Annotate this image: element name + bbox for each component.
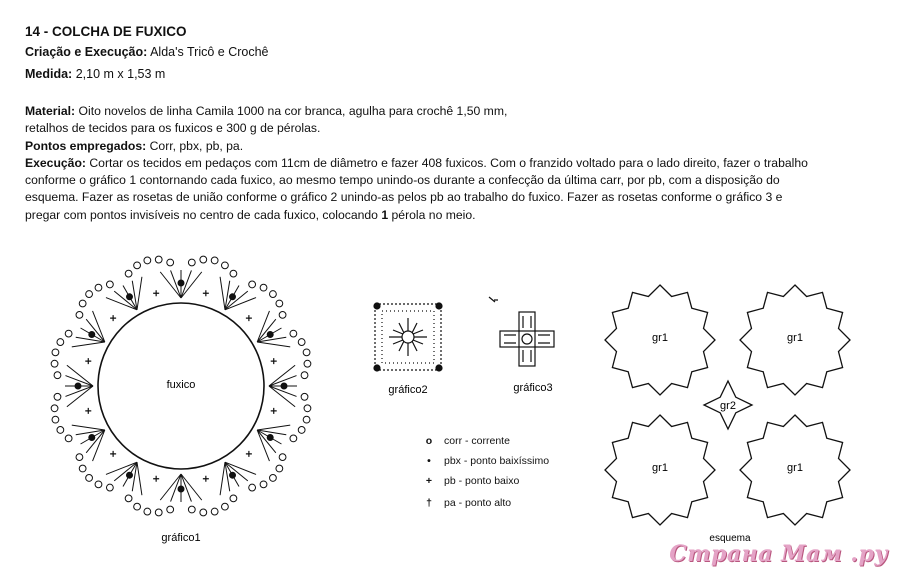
single-crochet-mark (246, 315, 252, 321)
chain-loop (222, 503, 229, 510)
legend-item-single (422, 475, 519, 487)
chain-loop (304, 405, 311, 412)
chain-loop (51, 360, 58, 367)
execution-text-4a: pregar com pontos invisíveis no centro de cada fuxico, colocando (25, 207, 382, 222)
legend-item-double (422, 497, 511, 509)
chain-loop (188, 259, 195, 266)
chain-loop (144, 508, 151, 515)
chain-loop (57, 427, 64, 434)
single-crochet-mark (246, 451, 252, 457)
chain-loop (86, 475, 93, 482)
chart1-caption: gráfico1 (161, 532, 201, 544)
chart2-corner-dot (436, 365, 442, 371)
chart1-center-label: fuxico (166, 379, 196, 391)
scheme-gr1-bottom-right: gr1 (787, 462, 803, 474)
chain-loop (276, 300, 283, 307)
chain-loop (211, 257, 218, 264)
shell-stitch (93, 311, 105, 342)
chain-loop (304, 360, 311, 367)
chart2-corner-dot (436, 303, 442, 309)
shell-stitch (257, 311, 269, 342)
shell-stitch (269, 365, 295, 386)
shell-base-dot (230, 294, 236, 300)
chain-loop (167, 259, 174, 266)
chain-loop (95, 481, 102, 488)
chain-loop (200, 509, 207, 516)
chain-loop (54, 372, 61, 379)
shell-stitch (257, 425, 290, 430)
execution-text-3: esquema. Fazer as rosetas de união conforme o gráfico 2 unindo-as pelos pb ao trabalho do fuxico. Fazer as rosetas conforme o gráfico 3 e (25, 190, 783, 205)
single-crochet-mark (110, 451, 116, 457)
pattern-title: 14 - COLCHA DE FUXICO (25, 24, 187, 39)
shell-stitch (114, 291, 137, 310)
chain-loop (95, 284, 102, 291)
chart2-cross-stitches (389, 318, 427, 356)
single-crochet-mark (271, 358, 277, 364)
shell-stitch (137, 277, 142, 310)
shell-base-dot (127, 472, 133, 478)
shell-stitch (86, 319, 105, 342)
shell-base-dot (178, 280, 184, 286)
execution-text-1: Cortar os tecidos em pedaços com 11cm de diâmetro e fazer 408 fuxicos. Com o franzido voltado para o lado direito, fazer o trabalho (89, 155, 808, 170)
chain-loop (260, 481, 267, 488)
chain-loop (106, 281, 113, 288)
chart3-caption: gráfico3 (513, 382, 553, 394)
slip-stitch-icon: • (427, 455, 431, 467)
shell-stitch (225, 462, 256, 474)
chain-loop (188, 506, 195, 513)
watermark-text: Страна Мам (669, 541, 843, 567)
scheme-gr2-label: gr2 (720, 400, 736, 412)
chain-loop (270, 291, 277, 298)
chart3-start-mark (489, 297, 498, 302)
legend-text: corr - corrente (444, 435, 510, 447)
chain-loop (301, 372, 308, 379)
legend-item-chain (422, 435, 510, 447)
chain-loop (301, 393, 308, 400)
creation-label: Criação e Execução: (25, 45, 148, 59)
single-crochet-mark (110, 315, 116, 321)
shell-stitch (86, 430, 105, 453)
chain-loop (144, 257, 151, 264)
shell-base-dot (89, 332, 95, 338)
legend-text: pa - ponto alto (444, 497, 512, 509)
chain-loop (54, 393, 61, 400)
execution-label: Execução: (25, 155, 86, 170)
shell-stitch (93, 430, 105, 461)
chain-loop (249, 281, 256, 288)
chain-loop (125, 270, 132, 277)
chart3-horizontal-arm (500, 331, 554, 347)
shell-stitch (257, 342, 290, 347)
shell-stitch (160, 272, 181, 298)
double-crochet-icon: † (426, 497, 432, 509)
watermark-suffix: .ру (850, 541, 888, 567)
shell-base-dot (281, 383, 287, 389)
chain-loop (134, 262, 141, 269)
chain-loop (290, 330, 297, 337)
chain-loop (125, 495, 132, 502)
shell-stitch (106, 462, 137, 474)
single-crochet-mark (271, 408, 277, 414)
shell-stitch (67, 386, 93, 407)
shell-stitch (72, 342, 105, 347)
shell-stitch (137, 462, 142, 495)
chart2-square-outline (375, 304, 441, 370)
chart2-caption: gráfico2 (388, 384, 428, 396)
single-crochet-mark (153, 290, 159, 296)
chain-loop (303, 416, 310, 423)
chain-loop (200, 256, 207, 263)
legend-item-slip (422, 455, 549, 467)
shell-base-dot (230, 472, 236, 478)
chart3-cross-rosette (489, 297, 554, 366)
chain-loop (57, 339, 64, 346)
single-crochet-mark (203, 476, 209, 482)
chain-loop (279, 454, 286, 461)
material-text-1: Oito novelos de linha Camila 1000 na cor branca, agulha para crochê 1,50 mm, (78, 104, 508, 118)
shell-stitch (225, 298, 256, 310)
chain-loop (155, 256, 162, 263)
chart2-corner-dot (374, 365, 380, 371)
shell-stitch (257, 430, 276, 453)
single-crochet-mark (85, 358, 91, 364)
shell-base-dot (267, 435, 273, 441)
shell-stitch (220, 277, 225, 310)
chain-loop (76, 311, 83, 318)
size-label: Medida: (25, 67, 73, 81)
chain-loop (230, 495, 237, 502)
shell-base-dot (267, 332, 273, 338)
shell-base-dot (127, 294, 133, 300)
shell-stitch (225, 291, 248, 310)
single-crochet-mark (203, 290, 209, 296)
chain-stitch-icon: o (425, 435, 433, 447)
chain-loop (260, 284, 267, 291)
chain-loop (76, 454, 83, 461)
chain-loop (51, 405, 58, 412)
watermark-logo (669, 541, 888, 567)
shell-stitch (257, 319, 276, 342)
material-text-2: retalhos de tecidos para os fuxicos e 300 g de pérolas. (25, 121, 321, 136)
execution-text-4c: pérola no meio. (388, 207, 476, 222)
shell-stitch (106, 298, 137, 310)
chain-loop (230, 270, 237, 277)
chain-loop (134, 503, 141, 510)
single-crochet-mark (153, 476, 159, 482)
single-crochet-icon: + (425, 475, 433, 487)
shell-stitch (225, 462, 248, 481)
chain-loop (279, 311, 286, 318)
chain-loop (65, 435, 72, 442)
chain-loop (79, 465, 86, 472)
chain-loop (86, 291, 93, 298)
legend-text: pbx - ponto baixíssimo (444, 455, 550, 467)
execution-text-4b: 1 (381, 207, 389, 222)
chart3-stitches (504, 316, 550, 362)
shell-stitch (257, 430, 269, 461)
shell-base-dot (89, 435, 95, 441)
chain-loop (167, 506, 174, 513)
stitches-value: Corr, pbx, pb, pa. (149, 138, 244, 153)
stitches-label: Pontos empregados: (25, 138, 147, 153)
scheme-gr1-bottom-left: gr1 (652, 462, 668, 474)
chain-loop (298, 427, 305, 434)
chart3-center-ring (522, 334, 532, 344)
chain-loop (106, 484, 113, 491)
shell-stitch (67, 365, 93, 386)
shell-stitch (114, 462, 137, 481)
shell-stitch (160, 474, 181, 500)
chart2-union-rosette (374, 303, 442, 371)
chain-loop (276, 465, 283, 472)
shell-base-dot (178, 486, 184, 492)
shell-stitch (269, 386, 295, 407)
size-value: 2,10 m x 1,53 m (75, 67, 166, 81)
chain-loop (155, 509, 162, 516)
chain-loop (298, 339, 305, 346)
chain-loop (65, 330, 72, 337)
scheme-gr1-top-left: gr1 (652, 332, 668, 344)
scheme-caption: esquema (709, 533, 751, 544)
shell-stitch (181, 272, 202, 298)
legend-text: pb - ponto baixo (444, 475, 520, 487)
chain-loop (249, 484, 256, 491)
material-label: Material: (25, 104, 76, 118)
chart2-corner-dot (374, 303, 380, 309)
scheme-gr1-top-right: gr1 (787, 332, 803, 344)
creation-value: Alda's Tricô e Crochê (150, 45, 269, 59)
execution-text-2: conforme o gráfico 1 contornando cada fuxico, ao mesmo tempo unindo-os durante a confecção da última carr, por pb, com a disposição do (25, 173, 780, 188)
single-crochet-mark (85, 408, 91, 414)
chain-loop (303, 349, 310, 356)
chain-loop (270, 475, 277, 482)
chain-loop (52, 416, 59, 423)
shell-stitch (220, 462, 225, 495)
shell-stitch (181, 474, 202, 500)
chain-loop (79, 300, 86, 307)
shell-base-dot (75, 383, 81, 389)
chain-loop (222, 262, 229, 269)
chain-loop (52, 349, 59, 356)
chain-loop (290, 435, 297, 442)
chain-loop (211, 508, 218, 515)
shell-stitch (72, 425, 105, 430)
